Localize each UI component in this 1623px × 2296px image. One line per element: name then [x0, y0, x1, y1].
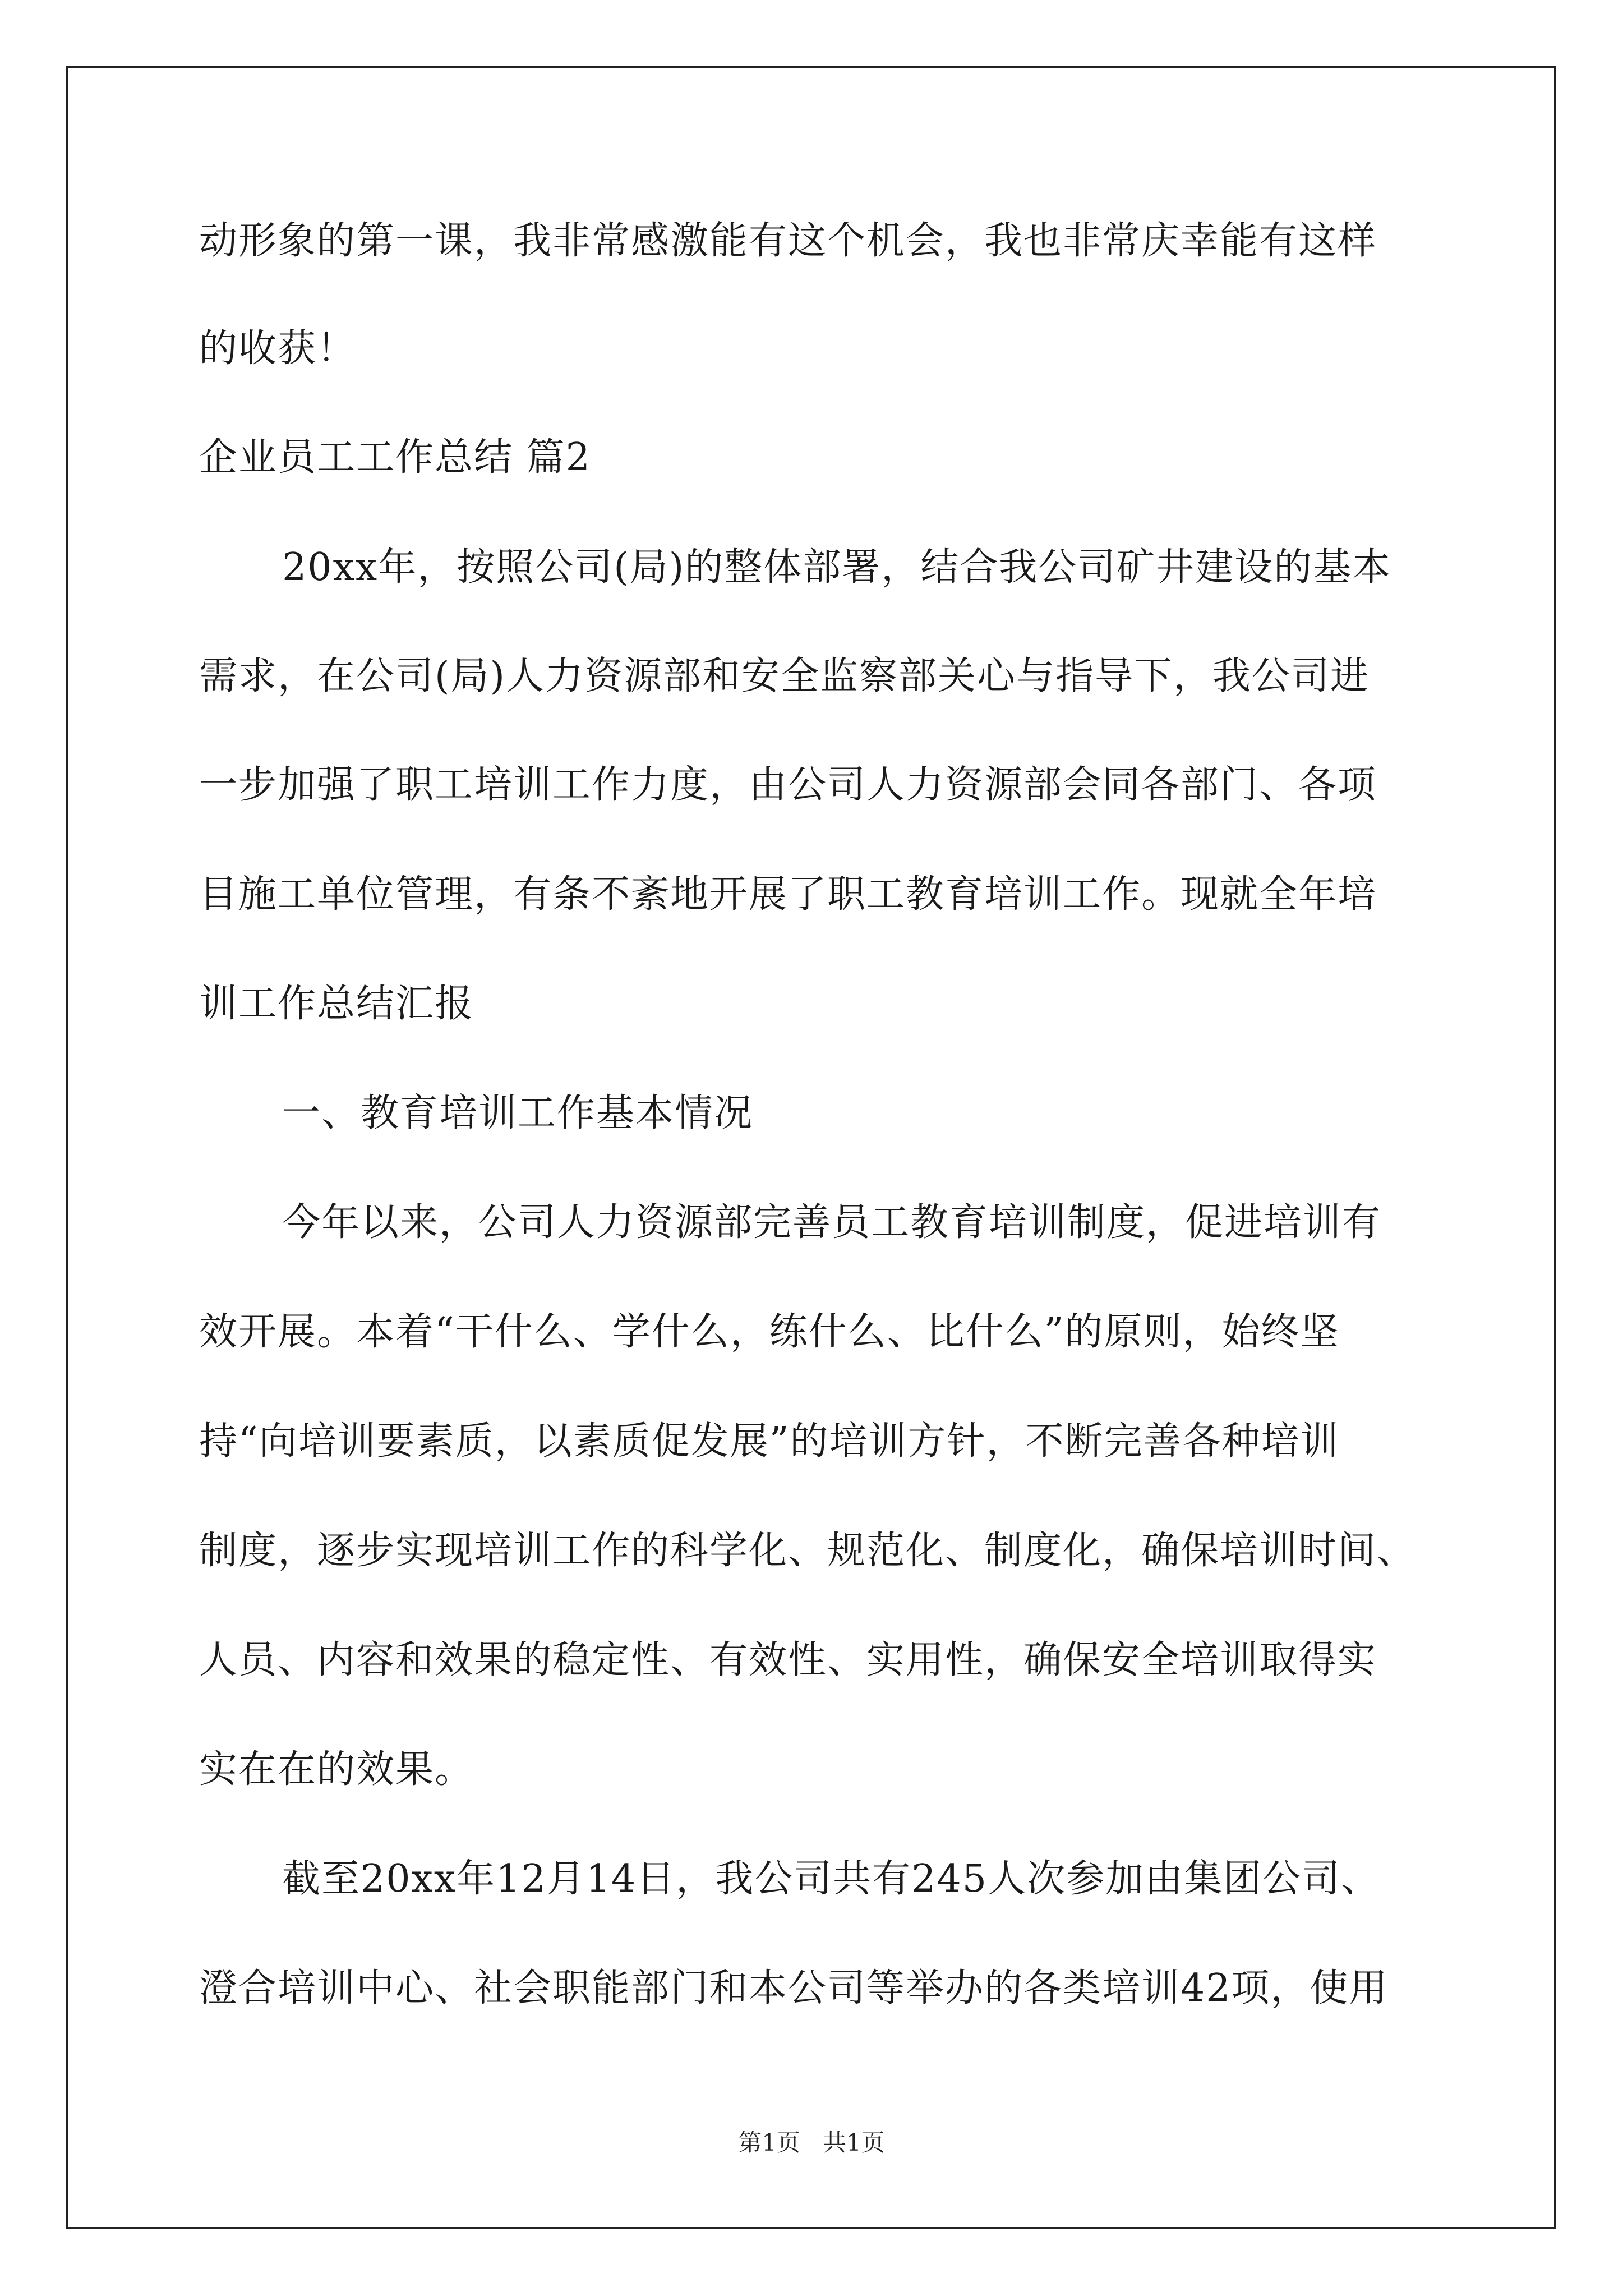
- paragraph-line: 20xx年，按照公司(局)的整体部署，结合我公司矿井建设的基本: [282, 545, 1392, 590]
- paragraph-line: 目施工单位管理，有条不紊地开展了职工教育培训工作。现就全年培: [199, 872, 1377, 917]
- paragraph-line: 今年以来，公司人力资源部完善员工教育培训制度，促进培训有: [282, 1200, 1382, 1245]
- paragraph-line: 的收获！: [199, 326, 357, 371]
- paragraph-line: 制度，逐步实现培训工作的科学化、规范化、制度化，确保培训时间、: [199, 1529, 1417, 1573]
- paragraph-line: 持“向培训要素质，以素质促发展”的培训方针，不断完善各种培训: [199, 1419, 1340, 1464]
- page-number-total: 共1页: [823, 2129, 885, 2156]
- page-border: [66, 66, 1556, 2229]
- paragraph-line: 澄合培训中心、社会职能部门和本公司等举办的各类培训42项，使用: [199, 1966, 1389, 2010]
- paragraph-line: 实在在的效果。: [199, 1747, 474, 1792]
- paragraph-line: 动形象的第一课，我非常感激能有这个机会，我也非常庆幸能有这样: [199, 219, 1377, 263]
- paragraph-line: 需求，在公司(局)人力资源部和安全监察部关心与指导下，我公司进: [199, 654, 1370, 698]
- section-heading: 企业员工工作总结 篇2: [199, 435, 591, 480]
- paragraph-line: 一步加强了职工培训工作力度，由公司人力资源部会同各部门、各项: [199, 763, 1377, 807]
- paragraph-line: 效开展。本着“干什么、学什么，练什么、比什么”的原则，始终坚: [199, 1310, 1340, 1354]
- paragraph-line: 人员、内容和效果的稳定性、有效性、实用性，确保安全培训取得实: [199, 1638, 1377, 1682]
- paragraph-line: 训工作总结汇报: [199, 982, 474, 1026]
- page-footer: [0, 2129, 1623, 2157]
- subsection-heading: 一、教育培训工作基本情况: [282, 1091, 754, 1135]
- paragraph-line: 截至20xx年12月14日，我公司共有245人次参加由集团公司、: [282, 1857, 1381, 1901]
- page-number-current: 第1页: [738, 2129, 800, 2156]
